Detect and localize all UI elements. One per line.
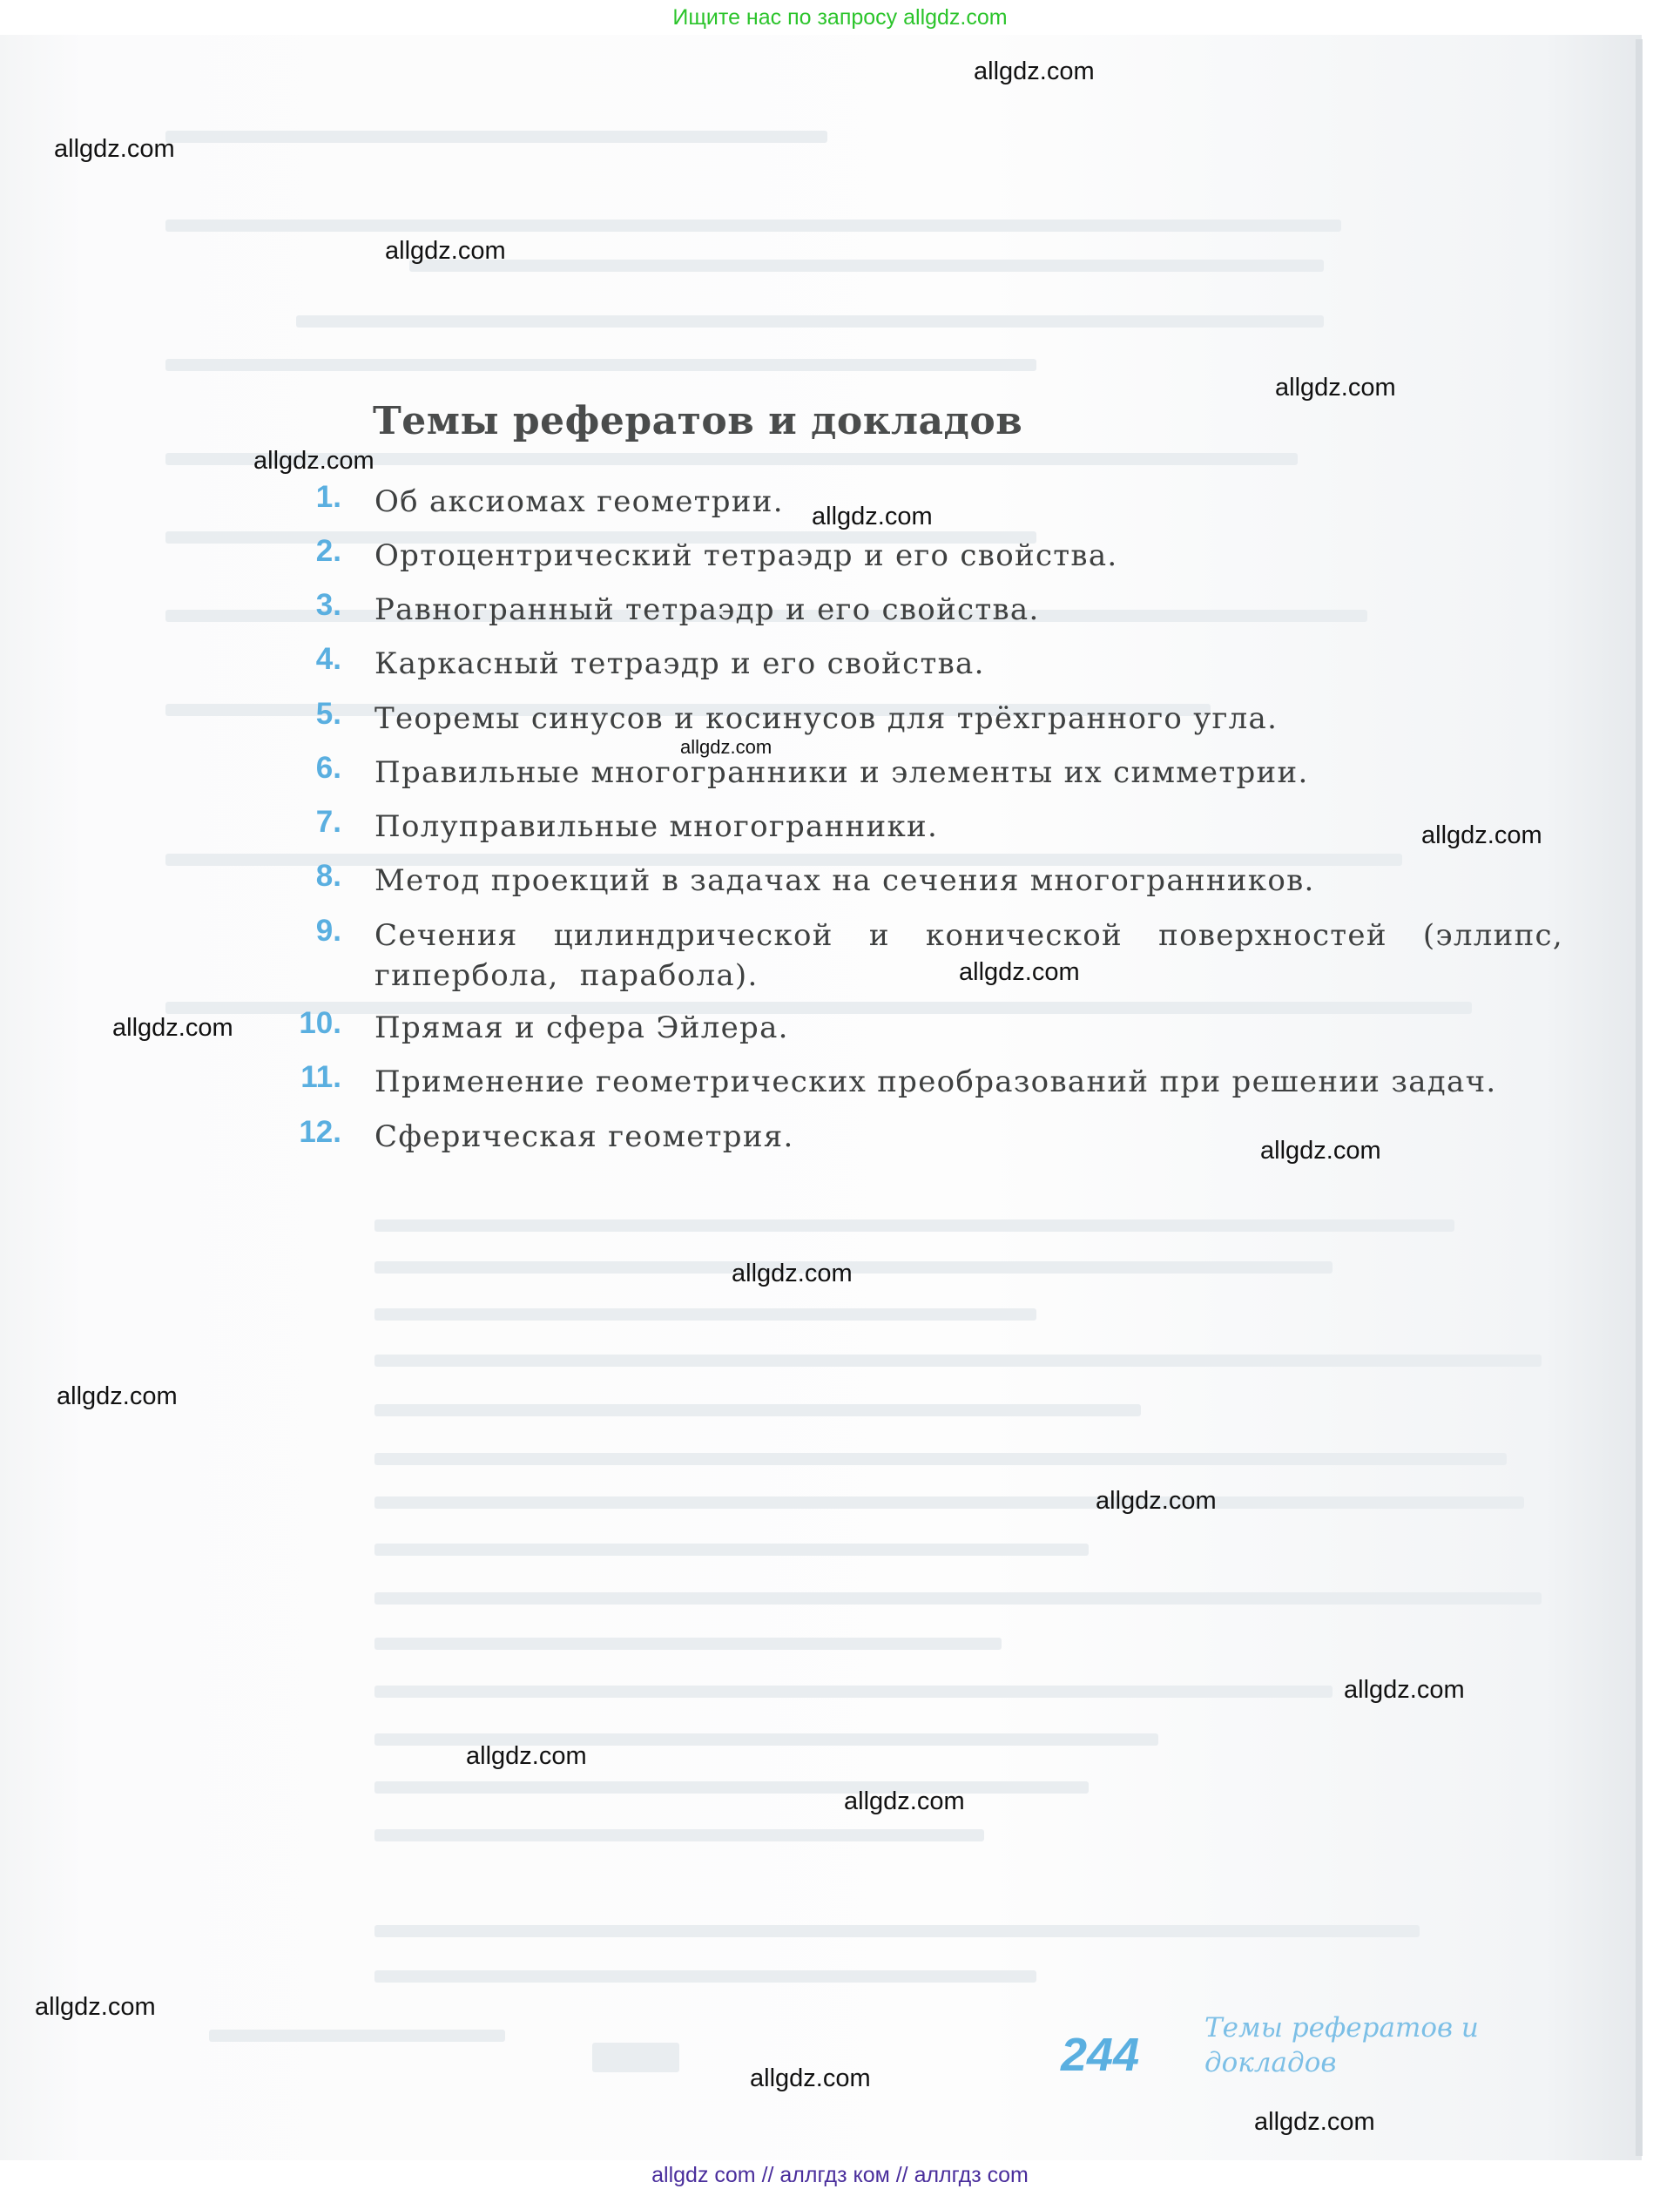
topic-number: 8. [315, 859, 341, 893]
topic-number: 2. [315, 534, 341, 568]
running-title: Темы рефератов и докладов [1204, 2012, 1479, 2078]
topic-text: Об аксиомах геометрии. [374, 484, 784, 519]
watermark: allgdz.com [54, 135, 175, 163]
topic-text: Правильные многогранники и элементы их симметрии. [374, 755, 1309, 790]
watermark: allgdz.com [466, 1742, 587, 1770]
topic-number: 11. [300, 1060, 341, 1094]
topic-number: 3. [315, 588, 341, 622]
topic-text: Теоремы синусов и косинусов для трёхгранного угла. [374, 701, 1279, 736]
topic-text: Прямая и сфера Эйлера. [374, 1010, 789, 1045]
page-number: 244 [1061, 2029, 1140, 2081]
watermark: allgdz.com [680, 736, 773, 758]
topic-number: 7. [315, 805, 341, 839]
watermark: allgdz.com [812, 503, 933, 530]
watermark: allgdz.com [974, 57, 1095, 85]
topic-text: Применение геометрических преобразований при решении задач. [374, 1064, 1497, 1099]
topic-number: 6. [315, 751, 341, 785]
topic-text: Метод проекций в задачах на сечения многогранников. [374, 863, 1315, 898]
watermark: allgdz.com [1344, 1676, 1465, 1704]
watermark: allgdz.com [732, 1260, 853, 1287]
topic-number: 12. [299, 1115, 341, 1149]
watermark: allgdz.com [750, 2064, 871, 2092]
topic-text: Сечения цилиндрической и конической поверхностей (эллипс, гипербола, парабола). [374, 918, 1563, 993]
topic-text: Равногранный тетраэдр и его свойства. [374, 592, 1040, 627]
top-banner[interactable]: Ищите нас по запросу allgdz.com [672, 5, 1008, 30]
watermark: allgdz.com [112, 1014, 233, 1042]
watermark: allgdz.com [385, 237, 506, 265]
topic-text: Ортоцентрический тетраэдр и его свойства. [374, 538, 1118, 573]
watermark: allgdz.com [1421, 821, 1542, 849]
watermark: allgdz.com [1254, 2108, 1375, 2136]
topic-text: Каркасный тетраэдр и его свойства. [374, 646, 985, 681]
topic-number: 1. [315, 480, 341, 514]
watermark: allgdz.com [1096, 1487, 1217, 1515]
watermark: allgdz.com [253, 447, 374, 475]
watermark: allgdz.com [57, 1382, 178, 1410]
topic-number: 9. [315, 914, 341, 948]
watermark: allgdz.com [35, 1993, 156, 2021]
section-title: Темы рефератов и докладов [373, 399, 1023, 443]
watermark: allgdz.com [844, 1787, 965, 1815]
watermark: allgdz.com [959, 958, 1080, 986]
topic-number: 5. [315, 697, 341, 731]
page-edge [1636, 39, 1643, 2156]
topic-number: 10. [299, 1006, 341, 1040]
topic-text: Полуправильные многогранники. [374, 809, 939, 844]
watermark: allgdz.com [1260, 1137, 1381, 1165]
topic-text: Сферическая геометрия. [374, 1119, 794, 1154]
footer-links[interactable]: allgdz com // аллгдз ком // аллгдз com [651, 2163, 1029, 2187]
watermark: allgdz.com [1275, 374, 1396, 402]
topic-number: 4. [315, 642, 341, 676]
